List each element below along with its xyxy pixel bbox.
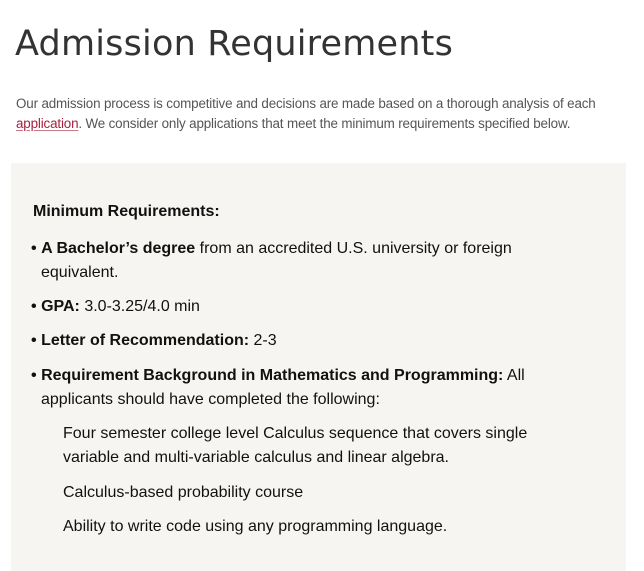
intro-paragraph — [16, 94, 636, 134]
requirement-bachelors-degree — [31, 237, 591, 285]
requirement-text: All — [503, 367, 525, 384]
requirement-label: Requirement Background in Mathematics and Programming: — [41, 367, 504, 384]
requirement-label: GPA: — [41, 298, 80, 315]
application-link[interactable]: application — [16, 116, 79, 131]
requirement-label: A Bachelor’s degree — [41, 240, 196, 257]
sub-requirement-text-continued: variable and multi-variable calculus and linear algebra. — [63, 449, 449, 466]
requirement-math-programming-background — [31, 364, 591, 412]
intro-text-end: . We consider only applications that meet the minimum requirements specified below. — [78, 116, 571, 131]
requirements-box — [11, 163, 626, 571]
bullet-icon: • — [31, 367, 37, 384]
requirements-heading: Minimum Requirements: — [33, 203, 220, 220]
requirement-gpa — [31, 295, 591, 319]
bullet-icon: • — [31, 240, 37, 257]
requirement-text: from an accredited U.S. university or foreign — [195, 240, 512, 257]
sub-requirement-text: Four semester college level Calculus sequence that covers single — [63, 425, 528, 442]
bullet-icon: • — [31, 332, 37, 349]
sub-requirement-programming: Ability to write code using any programming language. — [63, 518, 448, 535]
requirement-text-continued: applicants should have completed the following: — [41, 391, 380, 408]
page-title: Admission Requirements — [15, 24, 454, 64]
bullet-icon: • — [31, 298, 37, 315]
requirement-text: 2-3 — [249, 332, 277, 349]
requirement-label: Letter of Recommendation: — [41, 332, 250, 349]
requirement-text: 3.0-3.25/4.0 min — [79, 298, 200, 315]
sub-requirement-probability-course: Calculus-based probability course — [63, 484, 304, 501]
intro-text-start: Our admission process is competitive and decisions are made based on a thorough analysis of each — [16, 96, 596, 111]
requirement-text-continued: equivalent. — [41, 264, 119, 281]
requirement-letter-of-recommendation — [31, 329, 591, 353]
sub-requirement-calculus-sequence — [63, 422, 563, 470]
